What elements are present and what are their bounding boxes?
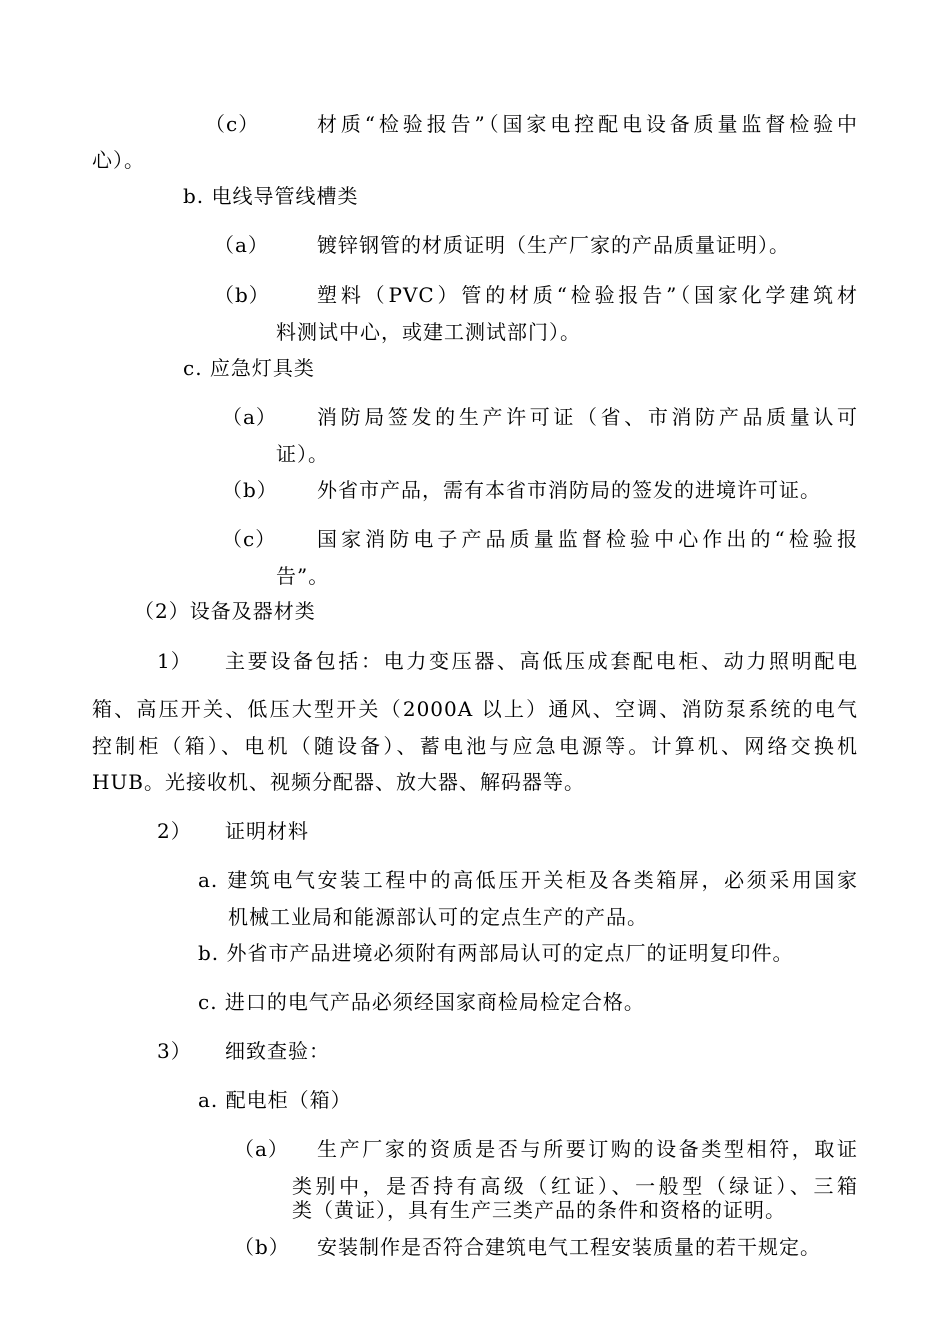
paragraph-line: 类别中，是否持有高级（红证）、一般型（绿证）、三箱 [292, 1174, 858, 1198]
paragraph-line: 证）。 [276, 442, 329, 466]
item-marker: 1） [157, 649, 192, 673]
item-marker: （c） [205, 112, 260, 136]
paragraph-line: c. 进口的电气产品必须经国家商检局检定合格。 [198, 990, 645, 1014]
paragraph-line: 塑料（PVC）管的材质“检验报告”（国家化学建筑材 [317, 283, 858, 307]
paragraph-line: a. 建筑电气安装工程中的高低压开关柜及各类箱屏，必须采用国家 [198, 868, 858, 892]
item-marker: （b） [214, 283, 270, 307]
item-marker: （c） [222, 527, 277, 551]
paragraph-line: 国家消防电子产品质量监督检验中心作出的“检验报 [317, 527, 858, 551]
paragraph-line: 细致查验： [225, 1039, 330, 1063]
paragraph-line: b. 外省市产品进境必须附有两部局认可的定点厂的证明复印件。 [198, 941, 794, 965]
item-marker: 2） [157, 819, 192, 843]
item-marker: （a） [214, 233, 269, 257]
paragraph-line: 主要设备包括：电力变压器、高低压成套配电柜、动力照明配电 [225, 649, 858, 673]
item-marker: （a） [222, 405, 277, 429]
paragraph-line: 心）。 [92, 148, 145, 172]
item-marker: （a） [234, 1137, 289, 1161]
paragraph-line: 料测试中心，或建工测试部门）。 [276, 320, 581, 344]
paragraph-line: 箱、高压开关、低压大型开关（2000A 以上）通风、空调、消防泵系统的电气 [92, 697, 858, 721]
paragraph-line: 材质“检验报告”（国家电控配电设备质量监督检验中 [317, 112, 858, 136]
section-heading: a. 配电柜（箱） [198, 1088, 352, 1112]
paragraph-line: 安装制作是否符合建筑电气工程安装质量的若干规定。 [317, 1235, 821, 1259]
paragraph-line: 类（黄证），具有生产三类产品的条件和资格的证明。 [292, 1198, 786, 1222]
paragraph-line: HUB。光接收机、视频分配器、放大器、解码器等。 [92, 770, 585, 794]
section-heading: （2）设备及器材类 [134, 599, 316, 623]
paragraph-line: 控制柜（箱）、电机（随设备）、蓄电池与应急电源等。计算机、网络交换机 [92, 734, 858, 758]
item-marker: （b） [222, 478, 278, 502]
section-heading: b. 电线导管线槽类 [183, 184, 359, 208]
paragraph-line: 告”。 [276, 564, 330, 588]
paragraph-line: 外省市产品，需有本省市消防局的签发的进境许可证。 [317, 478, 821, 502]
paragraph-line: 生产厂家的资质是否与所要订购的设备类型相符，取证 [317, 1137, 858, 1161]
paragraph-line: 消防局签发的生产许可证（省、市消防产品质量认可 [317, 405, 858, 429]
paragraph-line: 证明材料 [225, 819, 309, 843]
item-marker: （b） [234, 1235, 290, 1259]
paragraph-line: 机械工业局和能源部认可的定点生产的产品。 [228, 905, 648, 929]
paragraph-line: 镀锌钢管的材质证明（生产厂家的产品质量证明）。 [317, 233, 790, 257]
item-marker: 3） [157, 1039, 192, 1063]
section-heading: c. 应急灯具类 [183, 356, 315, 380]
